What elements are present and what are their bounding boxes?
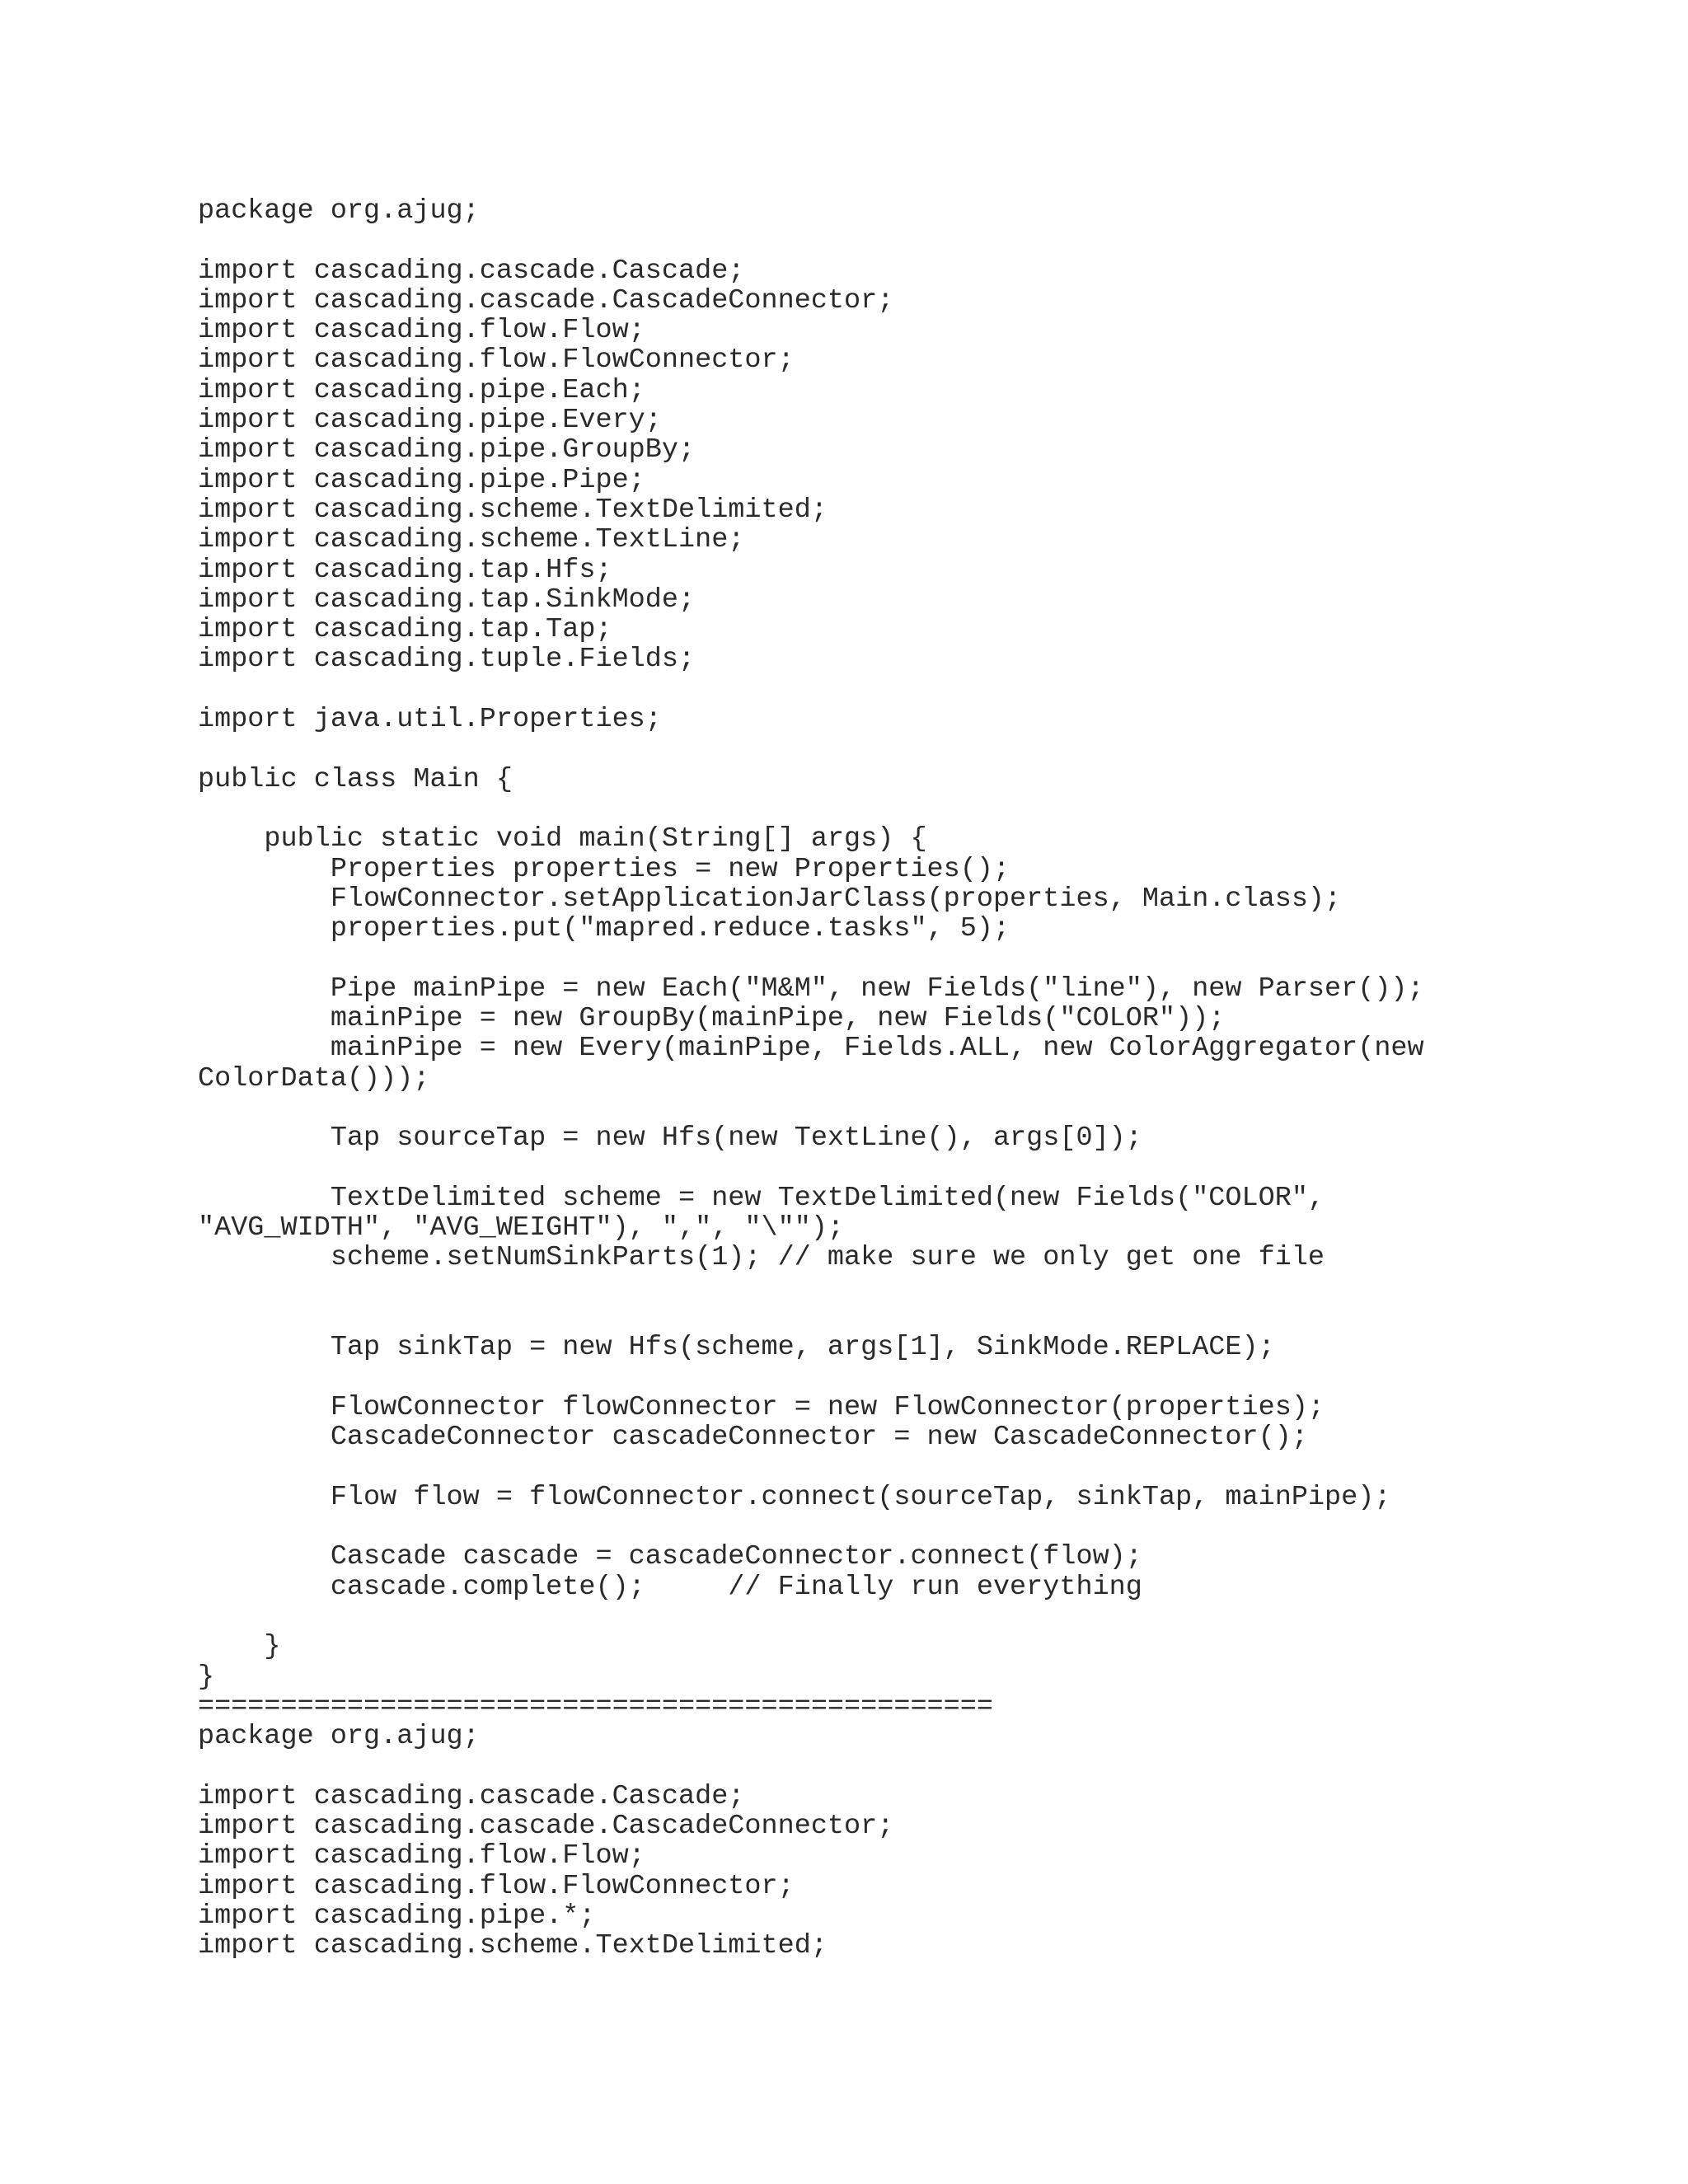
- code-line: FlowConnector flowConnector = new FlowConnector(properties);: [198, 1391, 1325, 1423]
- code-line: [198, 1602, 1648, 1632]
- code-line: public static void main(String[] args) {: [198, 823, 927, 855]
- code-line: import cascading.scheme.TextDelimited;: [198, 1930, 828, 1962]
- code-line: [198, 1452, 1648, 1482]
- code-line: import cascading.tuple.Fields;: [198, 644, 696, 676]
- code-line: [198, 794, 1648, 824]
- code-line: [198, 1094, 1648, 1123]
- code-line: TextDelimited scheme = new TextDelimited(new Fields("COLOR",: [198, 1182, 1325, 1214]
- code-line: import cascading.tap.Tap;: [198, 614, 612, 646]
- code-line: import cascading.cascade.Cascade;: [198, 1780, 745, 1812]
- code-line: package org.ajug;: [198, 195, 480, 227]
- code-line: Tap sourceTap = new Hfs(new TextLine(), args[0]);: [198, 1122, 1142, 1155]
- code-line: import cascading.pipe.Every;: [198, 405, 662, 437]
- code-line: [198, 1154, 1648, 1183]
- code-line: import cascading.flow.FlowConnector;: [198, 1870, 795, 1902]
- code-line: cascade.complete(); // Finally run everything: [198, 1571, 1142, 1603]
- code-line: Flow flow = flowConnector.connect(sourceTap, sinkTap, mainPipe);: [198, 1481, 1391, 1513]
- code-line: ================================================: [198, 1690, 993, 1722]
- code-line: FlowConnector.setApplicationJarClass(properties, Main.class);: [198, 883, 1342, 915]
- code-line: scheme.setNumSinkParts(1); // make sure we only get one file: [198, 1242, 1325, 1274]
- code-line: [198, 1303, 1648, 1333]
- code-line: import cascading.cascade.Cascade;: [198, 255, 745, 287]
- code-line: import cascading.tap.Hfs;: [198, 554, 612, 586]
- code-line: [198, 1512, 1648, 1542]
- code-line: properties.put("mapred.reduce.tasks", 5);: [198, 913, 1010, 945]
- code-line: package org.ajug;: [198, 1721, 480, 1753]
- code-line: import cascading.tap.SinkMode;: [198, 583, 696, 616]
- code-line: import cascading.pipe.GroupBy;: [198, 434, 696, 466]
- code-line: Tap sinkTap = new Hfs(scheme, args[1], SinkMode.REPLACE);: [198, 1332, 1275, 1364]
- code-line: CascadeConnector cascadeConnector = new CascadeConnector();: [198, 1422, 1308, 1454]
- code-line: ColorData()));: [198, 1062, 430, 1094]
- code-line: [198, 1751, 1648, 1781]
- code-line: import cascading.pipe.Pipe;: [198, 464, 645, 496]
- code-line: import cascading.cascade.CascadeConnector;: [198, 284, 894, 316]
- code-line: [198, 1273, 1648, 1303]
- code-line: [198, 1363, 1648, 1393]
- code-line: import cascading.flow.Flow;: [198, 1840, 645, 1872]
- code-line: import cascading.pipe.Each;: [198, 374, 645, 406]
- code-line: [198, 226, 1648, 255]
- code-line: [198, 944, 1648, 973]
- code-line: public class Main {: [198, 763, 513, 795]
- code-line: Properties properties = new Properties();: [198, 853, 1010, 885]
- code-line: import cascading.pipe.*;: [198, 1900, 596, 1932]
- code-line: import cascading.flow.FlowConnector;: [198, 344, 795, 377]
- code-line: import cascading.scheme.TextDelimited;: [198, 494, 828, 526]
- code-line: import cascading.cascade.CascadeConnector;: [198, 1811, 894, 1843]
- code-listing: [198, 196, 1648, 1961]
- code-line: Cascade cascade = cascadeConnector.connect(flow);: [198, 1541, 1142, 1573]
- code-line: mainPipe = new GroupBy(mainPipe, new Fields("COLOR"));: [198, 1003, 1226, 1035]
- code-line: [198, 675, 1648, 705]
- code-line: mainPipe = new Every(mainPipe, Fields.ALL, new ColorAggregator(new: [198, 1033, 1424, 1065]
- code-line: [198, 734, 1648, 764]
- code-line: }: [198, 1631, 281, 1663]
- code-line: "AVG_WIDTH", "AVG_WEIGHT"), ",", "\"");: [198, 1212, 845, 1244]
- code-line: }: [198, 1661, 215, 1693]
- code-line: import cascading.scheme.TextLine;: [198, 524, 745, 556]
- code-line: Pipe mainPipe = new Each("M&M", new Fields("line"), new Parser());: [198, 972, 1424, 1005]
- code-line: import cascading.flow.Flow;: [198, 315, 645, 347]
- code-line: import java.util.Properties;: [198, 704, 662, 736]
